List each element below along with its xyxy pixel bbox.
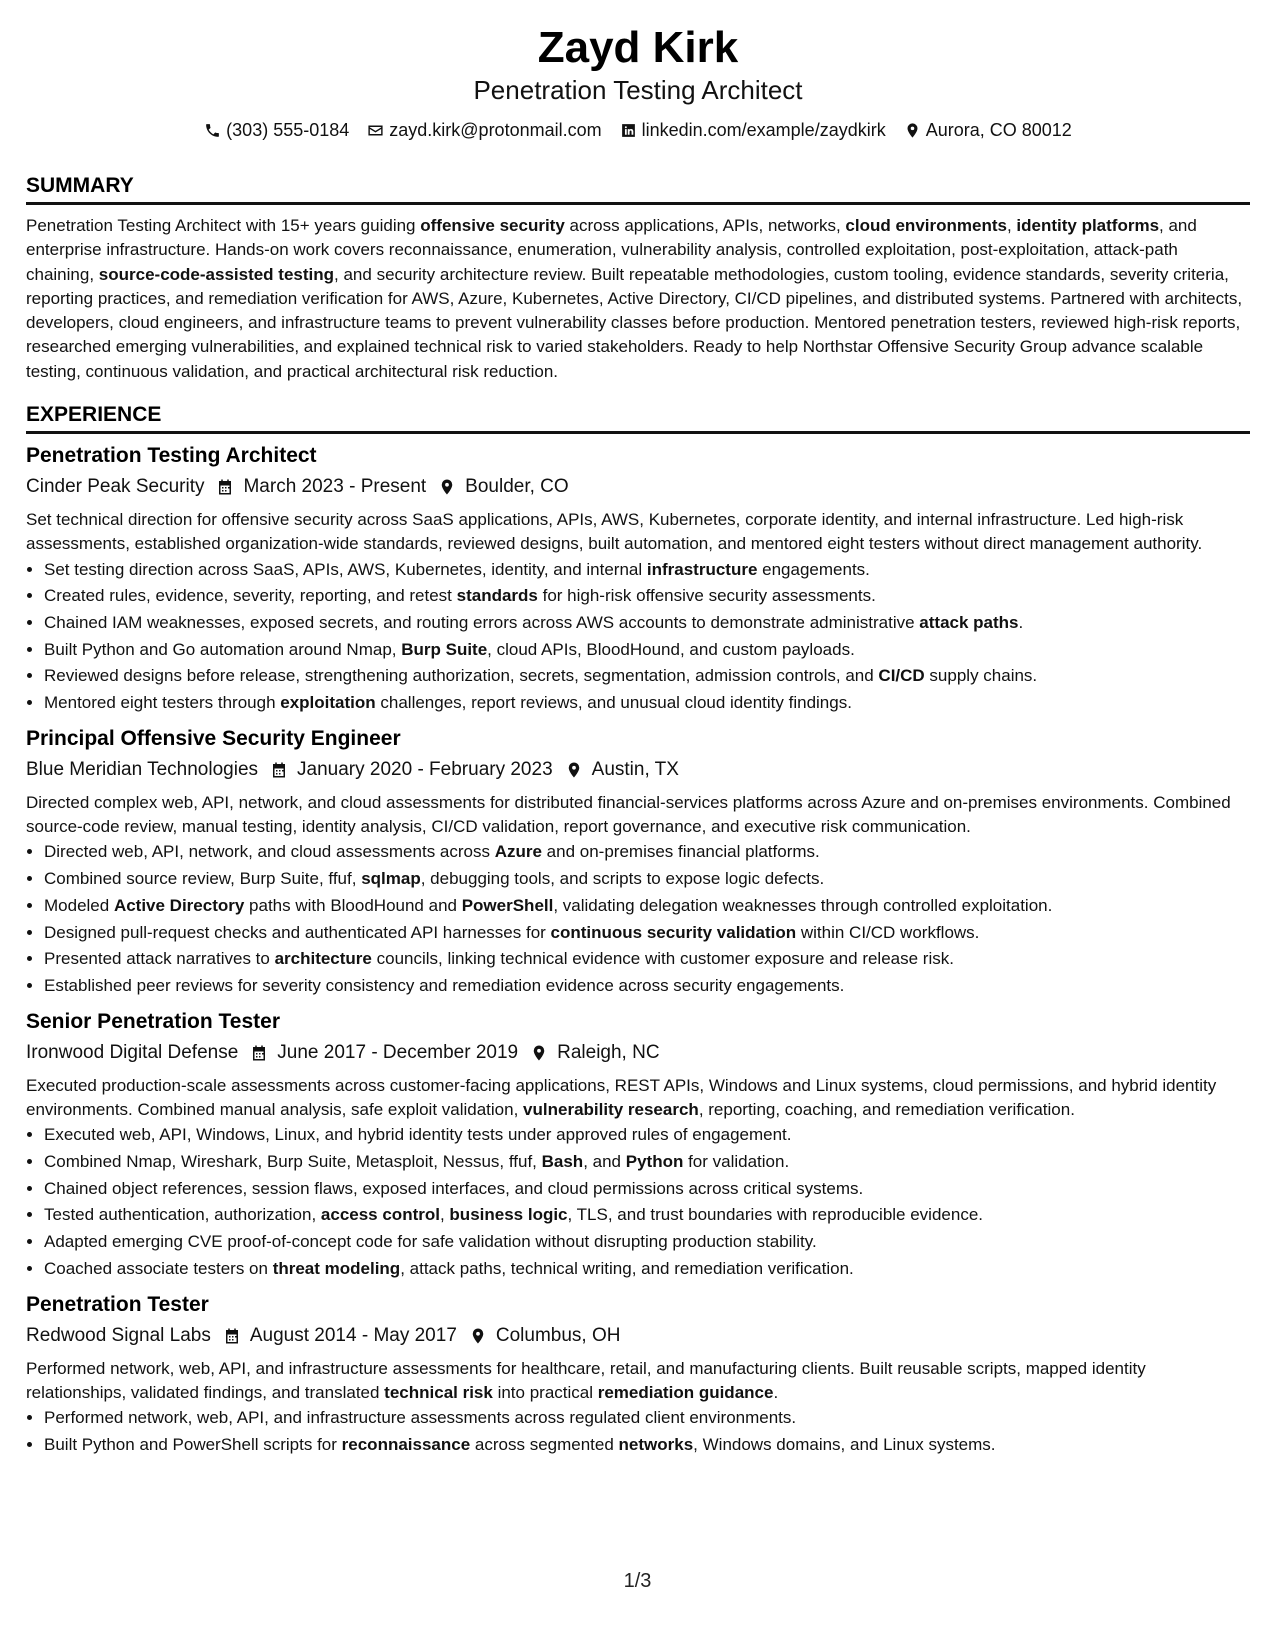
linkedin-icon [620,122,637,139]
list-item [44,866,1250,893]
job-bullets [26,1122,1250,1282]
text-run: , debugging tools, and scripts to expose logic defects. [420,869,825,889]
job-bullets [26,557,1250,717]
text-run: , and [583,1152,626,1171]
text-run: Combined source review, Burp Suite, ffuf, [44,869,362,889]
bold-keyword: cloud environments [845,216,1007,235]
bold-keyword: networks [618,1434,694,1454]
text-run: , TLS, and trust boundaries with reproducible evidence. [567,1205,984,1225]
job-location-text: Boulder, CO [465,476,569,498]
text-run: Directed web, API, network, and cloud assessments across [44,842,495,862]
job-location-text: Columbus, OH [495,1324,621,1346]
job-dates [223,1323,457,1349]
list-item [44,946,1250,973]
job-entry [26,1008,1250,1283]
job-location [438,474,569,500]
text-run: Built Python and PowerShell scripts for [44,1434,342,1454]
job-description [26,1357,1250,1406]
bold-keyword: PowerShell [461,895,554,915]
text-run: Reviewed designs before release, strengthening authorization, secrets, segmentation, admission controls, and [44,666,879,686]
list-item [44,663,1250,690]
list-item [44,1229,1250,1256]
bold-keyword: Bash [541,1152,584,1171]
text-run: Modeled [44,895,114,915]
text-run: Designed pull-request checks and authenticated API harnesses for [44,922,551,942]
job-meta [26,1323,1250,1349]
bold-keyword: Burp Suite [401,639,488,659]
job-dates-text: August 2014 - May 2017 [249,1324,457,1346]
text-run: , validating delegation weaknesses through controlled exploitation. [553,895,1053,915]
job-dates-text: June 2017 - December 2019 [277,1041,519,1063]
phone-icon [204,122,221,139]
page-number: 1/3 [623,1570,652,1592]
list-item [44,1122,1250,1149]
experience-heading: EXPERIENCE [26,401,1250,434]
job-title: Penetration Testing Architect [26,444,317,468]
bold-keyword: technical risk [384,1382,493,1402]
text-run: Penetration Testing Architect with 15+ years guiding [26,216,421,235]
calendar-icon [216,478,234,496]
bold-keyword: attack paths [919,613,1019,633]
bold-keyword: vulnerability research [523,1100,699,1119]
job-title: Senior Penetration Tester [26,1009,281,1033]
text-run: , and enterprise infrastructure. Hands-on work covers reconnaissance, enumeration, vulnerability analysis, controlled exploitation, post-exploitation, attack-path chaining, [26,216,1197,284]
job-dates-text: January 2020 - February 2023 [297,758,553,780]
text-run: into practical [492,1382,598,1402]
list-item [44,1256,1250,1283]
text-run: . [1018,613,1024,633]
bold-keyword: exploitation [280,693,376,713]
map-pin-icon [438,478,456,496]
job-company: Cinder Peak Security [26,476,205,498]
text-run: Directed complex web, API, network, and cloud assessments for distributed financial-services platforms across Azure and on-premises environments. Combined source-code review, manual testing, identity analysis, CI/CD validation, report governance, and executive risk communication. [26,792,1231,837]
text-run: paths with BloodHound and [244,895,462,915]
calendar-icon [250,1044,268,1062]
text-run: supply chains. [924,666,1038,686]
text-run: Built Python and Go automation around Nmap, [44,639,402,659]
bold-keyword: remediation guidance [597,1382,774,1402]
text-run: , [1006,216,1017,235]
job-entry [26,442,1250,717]
bold-keyword: sqlmap [361,869,421,889]
text-run: , attack paths, technical writing, and remediation verification. [400,1258,854,1278]
bold-keyword: business logic [449,1205,568,1225]
bold-keyword: reconnaissance [341,1434,471,1454]
contact-linkedin[interactable] [620,118,886,142]
list-item [44,1405,1250,1432]
text-run: , and security architecture review. Built repeatable methodologies, custom tooling, evidence standards, severity criteria, reporting practices, and remediation verification for AWS, Azure, Kubernetes, Active Directory, CI/CD pipelines, and distributed systems. Partnered with architects, developers, cloud engineers, and infrastructure teams to prevent vulnerability classes before production. Mentored penetration testers, reviewed high-risk reports, researched emerging vulnerabilities, and explained technical risk to varied stakeholders. Ready to help Northstar Offensive Security Group advance scalable testing, continuous validation, and practical architectural risk reduction. [26,264,1243,381]
resume-header [26,22,1250,142]
text-run: Chained object references, session flaws, exposed interfaces, and cloud permissions across critical systems. [44,1178,864,1198]
summary-text [26,214,1250,384]
job-location [530,1040,659,1066]
list-item [44,610,1250,637]
list-item [44,839,1250,866]
bold-keyword: architecture [274,949,372,969]
text-run: Performed network, web, API, and infrastructure assessments for healthcare, retail, and manufacturing clients. Built reusable scripts, mapped identity relationships, validated findings, and translated [26,1358,1146,1402]
job-dates [216,474,426,500]
job-description [26,791,1250,840]
job-dates-text: March 2023 - Present [243,476,427,498]
text-run: councils, linking technical evidence with customer exposure and release risk. [371,949,954,969]
list-item [44,1202,1250,1229]
list-item [44,583,1250,610]
text-run: for high-risk offensive security assessments. [537,586,876,606]
contact-phone [204,118,349,142]
contact-email-text: zayd.kirk@protonmail.com [389,120,602,140]
job-location [469,1323,621,1349]
job-dates [270,757,553,783]
list-item [44,557,1250,584]
text-run: , reporting, coaching, and remediation verification. [698,1100,1075,1119]
job-location-text: Raleigh, NC [557,1041,660,1063]
list-item [44,637,1250,664]
text-run: and on-premises financial platforms. [541,842,820,862]
job-description [26,1074,1250,1123]
candidate-name: Zayd Kirk [537,23,739,72]
text-run: Combined Nmap, Wireshark, Burp Suite, Metasploit, Nessus, ffuf, [44,1152,542,1171]
job-title: Penetration Tester [26,1292,209,1316]
text-run: Mentored eight testers through [44,693,281,713]
text-run: Presented attack narratives to [44,949,275,969]
contact-phone-text: (303) 555-0184 [226,120,350,140]
job-bullets [26,1405,1250,1458]
bold-keyword: threat modeling [272,1258,401,1278]
job-description [26,508,1250,557]
bold-keyword: Azure [494,842,542,862]
summary-heading: SUMMARY [26,172,1250,205]
list-item [44,1176,1250,1203]
bold-keyword: Active Directory [113,895,245,915]
candidate-title: Penetration Testing Architect [473,75,803,105]
bold-keyword: source-code-assisted testing [98,264,335,284]
job-company: Blue Meridian Technologies [26,758,259,780]
text-run: Tested authentication, authorization, [44,1205,321,1225]
list-item [44,1149,1250,1176]
text-run: , cloud APIs, BloodHound, and custom payloads. [487,639,855,659]
bold-keyword: standards [456,586,538,606]
text-run: for validation. [683,1152,790,1171]
bold-keyword: infrastructure [646,559,758,579]
text-run: Set testing direction across SaaS, APIs, AWS, Kubernetes, identity, and internal [44,559,647,579]
job-entry [26,725,1250,1000]
text-run: Coached associate testers on [44,1258,273,1278]
job-company: Redwood Signal Labs [26,1324,211,1346]
text-run: across applications, APIs, networks, [564,216,846,235]
envelope-icon [367,122,384,139]
text-run: , [439,1205,450,1225]
text-run: challenges, report reviews, and unusual cloud identity findings. [375,693,852,713]
contact-location [904,118,1072,142]
job-bullets [26,839,1250,999]
job-location-text: Austin, TX [591,758,679,780]
text-run: Adapted emerging CVE proof-of-concept code for safe validation without disrupting production stability. [44,1232,817,1252]
job-meta [26,474,1250,500]
bold-keyword: identity platforms [1016,216,1160,235]
text-run: Chained IAM weaknesses, exposed secrets, and routing errors across AWS accounts to demonstrate administrative [44,613,920,633]
contact-location-text: Aurora, CO 80012 [925,120,1072,140]
map-pin-icon [904,122,921,139]
job-company: Ironwood Digital Defense [26,1041,239,1063]
calendar-icon [270,761,288,779]
calendar-icon [223,1327,241,1345]
text-run: . [773,1382,779,1402]
text-run: Executed production-scale assessments across customer-facing applications, REST APIs, Windows and Linux systems, cloud permissions, and hybrid identity environments. Combined manual analysis, safe exploit validation, [26,1075,1217,1119]
resume-page [26,0,1250,1459]
job-meta [26,757,1250,783]
bold-keyword: Python [625,1152,684,1171]
contact-linkedin-text: linkedin.com/example/zaydkirk [641,120,886,140]
list-item [44,893,1250,920]
text-run: Set technical direction for offensive security across SaaS applications, APIs, AWS, Kubernetes, corporate identity, and internal infrastructure. Led high-risk assessments, established organization-wide standards, reviewed designs, built automation, and mentored eight testers without direct management authority. [26,510,1203,554]
map-pin-icon [469,1327,487,1345]
text-run: Performed network, web, API, and infrastructure assessments across regulated client environments. [44,1408,797,1428]
text-run: Created rules, evidence, severity, reporting, and retest [44,586,457,606]
text-run: Executed web, API, Windows, Linux, and hybrid identity tests under approved rules of engagement. [44,1125,792,1145]
map-pin-icon [530,1044,548,1062]
job-location [565,757,679,783]
job-entry [26,1291,1250,1459]
text-run: Established peer reviews for severity consistency and remediation evidence across security engagements. [44,976,845,995]
text-run: , Windows domains, and Linux systems. [693,1434,996,1454]
bold-keyword: offensive security [420,216,565,235]
text-run: across segmented [470,1434,619,1454]
list-item [44,1432,1250,1459]
map-pin-icon [565,761,583,779]
bold-keyword: access control [320,1205,440,1225]
experience-list [26,442,1250,1458]
list-item [44,973,1250,1000]
contact-email[interactable] [367,118,601,142]
list-item [44,690,1250,717]
list-item [44,920,1250,947]
text-run: within CI/CD workflows. [796,922,980,942]
text-run: engagements. [757,559,870,579]
job-meta [26,1040,1250,1066]
job-dates [250,1040,518,1066]
bold-keyword: CI/CD [878,666,925,686]
contact-row [26,118,1250,142]
job-title: Principal Offensive Security Engineer [26,726,401,750]
bold-keyword: continuous security validation [550,922,797,942]
